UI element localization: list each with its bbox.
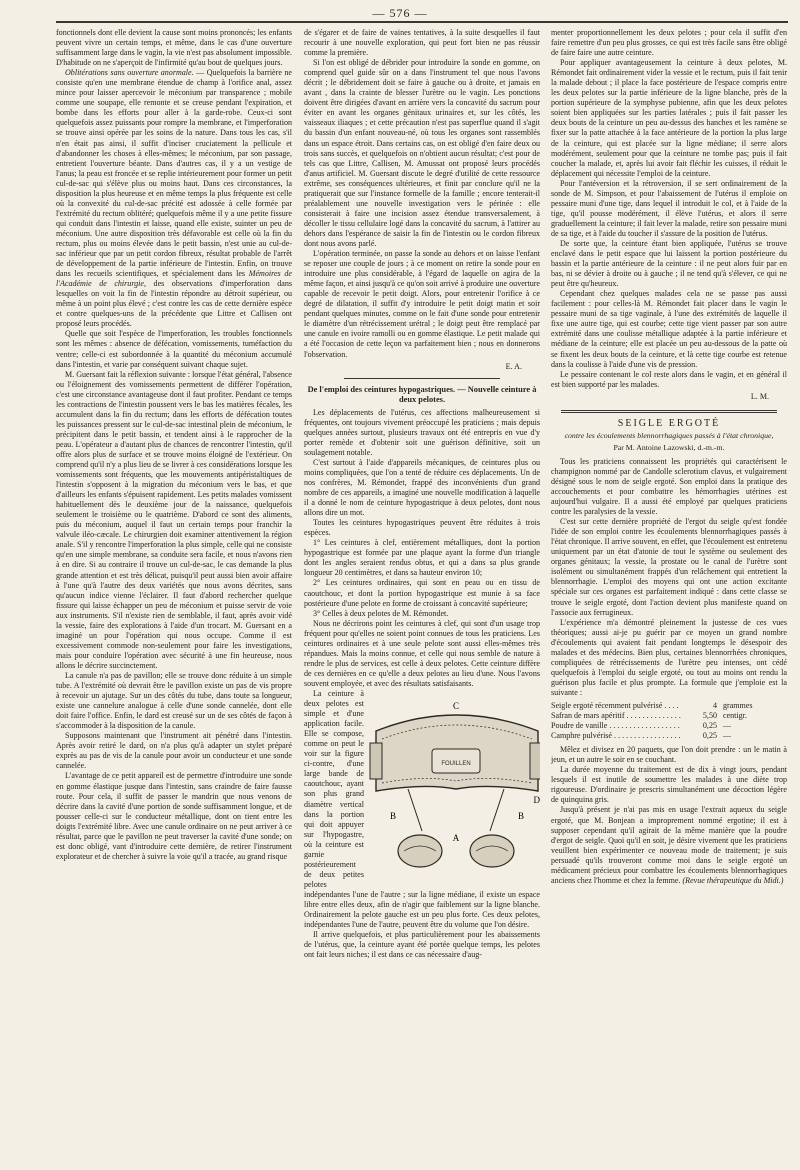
recipe-row [551, 701, 787, 711]
col2-paragraph-9: 3° Celles à deux pelotes de M. Rémondet. [313, 608, 449, 618]
col1-paragraph-2 [56, 68, 292, 329]
label-d: D [533, 795, 540, 805]
recipe-row [551, 711, 787, 721]
section-divider [344, 378, 500, 379]
seigle-article-author: Par M. Antoine Lazowski, d.-m.-m. [613, 442, 725, 452]
belt-illustration [368, 691, 540, 887]
recipe-ingredient: Seigle ergoté récemment pulvérisé . . . [551, 701, 681, 711]
col3-paragraph-7: Tous les praticiens connaissent les propriétés qui caractérisent le champignon nommé par de Candolle sclerotium clavus, et vulgairement désigné sous le nom de seigle ergoté. Son emploi dans la pratique des accouchements et pour combattre les hémorrhagies utérines est aujourd'hui vulgaire. Il a aussi été employé par quelques praticiens contre les paralysies de la vessie. [551, 456, 787, 517]
lower-straps [408, 789, 504, 831]
col1-paragraph-2-end: , des observations d'imperforation dans lesquelles on voit la fin de l'intestin répondre au détroit supérieur, ou même à un point plus élevé ; c'est contre les cas de cette dernière espèce et contre quelques-uns de la précédente que Littre et Callisen ont proposé leurs procédés. [56, 279, 292, 329]
col1-paragraph-6: Supposons maintenant que l'instrument ait pénétré dans l'intestin. Après avoir retiré le dard, on n'a plus qu'à adapter un stylet préparé exprès au pas de vis de la canule pour avoir un conducteur et une sonde cannelée. [56, 731, 292, 771]
recipe-list [551, 701, 787, 741]
column-1 [56, 28, 292, 1166]
col2-paragraph-3: L'opération terminée, on passe la sonde au dehors et on laisse l'enfant se reposer une couple de jours ; à ce moment on retire la sonde pour en introduire une plus considérable, à l'égard de laquelle on agira de la même façon, et ainsi jusqu'à ce qu'on soit arrivé à produire une ouverture capable de recevoir le petit doigt. Alors, pour entretenir l'orifice à ce degré de dilatation, il suffit d'y introduire le petit doigt matin et soir pendant quelques minutes, comme on le fait d'une sonde pour entretenir le diamètre d'un rétrécissement urétral ; le doigt peut être remplacé par une canule en ivoire ramolli ou en gomme élastique. Le petit malade qui a été l'occasion de cette leçon va parfaitement bien ; nous en donnerons l'observation. [304, 249, 540, 359]
col3-paragraph-3: Pour l'antéversion et la rétroversion, il se sert ordinairement de la sonde de M. Simpson, et pour l'abaissement de l'utérus il emploie on pessaire muni d'une tige, dans lequel il introduit le col, et à l'aide de la tige, qu'il pousse modérément, il élève l'utérus, et alors il serre graduellement la ceinture; il fait lever la malade, retire son pessaire muni de sa tige, et à l'aide du toucher il s'assure de la position de l'utérus. [551, 178, 787, 238]
recipe-quantity: 5,50 [702, 711, 717, 721]
col3-paragraph-9: L'expérience m'a démontré pleinement la justesse de ces vues théoriques; aussi ai-je pu guérir par ce moyen un grand nombre d'écoulements qui avaient fait pendant longtemps le désespoir des malades et des médecins. Bien plus, certaines blennorrhées chroniques, compliquées de rétrécissements de l'urètre peu intenses, ont cédé quelquefois à l'emploi du seigle ergoté, ou tout au moins ont rendu la guérison plus facile et plus prompte. La formule que j'emploie est la suivante : [551, 617, 787, 697]
col3-paragraph-12-text: Jusqu'à présent je n'ai pas mis en usage l'extrait aqueux du seigle ergoté, que M. Bonjean a improprement nommé ergotine; il est à supposer cependant qu'il agirait de la même manière que la poudre d'ergot de seigle. Quoi qu'il en soit, je désire vivement que les praticiens veuillent bien expérimenter ce nouveau mode de traitement; je suis persuadé qu'ils trouveront comme moi dans le seigle ergoté un médicament précieux pour combattre les écoulements blennorrhagiques anciens chez l'homme et chez la femme. [551, 805, 787, 885]
oblitération-heading: Oblitérations sans ouverture anormale. [65, 68, 194, 78]
col3-paragraph-2: Pour appliquer avantageusement la ceinture à deux pelotes, M. Rémondet fait ordinairement vider la vessie et le rectum, puis il fait tenir la malade debout ; il place la face postérieure de l'espace compris entre les deux pelotes sur la partie inférieure de la ligne blanche, près de la portion supérieure de la symphyse pubienne, afin que les deux pelotes soient bien appliquées sur les parties latérales ; puis il fait passer les deux bouts de la ceinture un peu au-dessus des hanches et les ramène se fixer sur la patte attachée à la face antérieure de la portion la plus large de la ceinture, qui est placée sur la ligne médiane; il serre alors modérément, seulement pour que la ceinture ne tombe pas; puis il fait coucher la malade, et, après lui avoir fait fléchir les cuisses, il réduit le déplacement qui nécessite l'emploi de la ceinture. [551, 58, 787, 178]
col2-paragraph-7: 1° Les ceintures à clef, entièrement métalliques, dont la portion hypogastrique est formée par une plaque ayant la forme d'un triangle dont les angles seraient rendus obtus, et qui a dans sa plus grande longueur 20 centimètres, et dans sa hauteur environ 10; [304, 538, 540, 578]
col1-paragraph-7: L'avantage de ce petit appareil est de permettre d'introduire une sonde en gomme élastique jusque dans l'intestin, sans craindre de faire fausse route. Pour cela, il suffit de passer le mandrin que nous venons de décrire dans la cavité d'une portion de sonde suffisamment longue, et de pousser celle-ci sur le conducteur métallique, dont on tient entre les doigts l'extrémité libre. Avec une canule ordinaire on ne peut arriver à ce résultat, parce que le pavillon ne peut traverser la cavité d'une sonde; on est donc obligé, vant d'introduire cette dernière, de retirer l'instrument explorateur et de chercher à suivre la voie qu'il a tracée, au grand risque [56, 771, 292, 861]
col2-paragraph-6: Toutes les ceintures hypogastriques peuvent être réduites à trois espèces. [304, 518, 540, 538]
column-3 [551, 28, 787, 1166]
recipe-unit: — [723, 721, 732, 731]
recipe-row [551, 731, 787, 741]
col3-paragraph-11: La durée moyenne du traitement est de dix à vingt jours, pendant lesquels il est inutile de soumettre les malades à une diète trop rigoureuse. D'ordinaire je prescris simultanément une décoction légère de quinquina gris. [551, 765, 787, 805]
label-b-right: B [518, 811, 525, 821]
col1-paragraph-2-text: — Quelquefois la barrière ne consiste qu'en une membrane étendue de champ à l'orifice anal, assez mince pour laisser apercevoir le méconium par transparence ; mobile comme une soupape, elle remonte et se creuse pendant l'expiration, et bombe dans les efforts pour aller à la garde-robe. Ceux-ci sont quelquefois assez puissants pour rompre la membrane, et l'imperforation se trouve ainsi opérée par les soins de la nature. Dans tous les cas, s'il n'en était pas ainsi, il suffit d'inciser cruciatement la pellicule et d'abandonner les choses à elles-mêmes; le méconium, par son passage, entretient l'ouverture béante. Dans d'autres cas, il y a un vestige de l'anus; la peau est froncée et se replie intérieurement pour former un petit cul-de-sac qui s'élève plus ou moins haut. Dans ces circonstances, la disposition la plus heureuse et en même temps la plus fréquente est celle où la convexité du cul-de-sac précité est adossée à celle formée par l'extrémité du rectum oblitéré; quelquefois même il y a une petite fissure qui conduit dans l'intestin et laisse, quand elle existe, suinter un peu de méconium. Une autre disposition très défavorable est celle où la fin du rectum, plus ou moins élevée dans le petit bassin, n'est unie au cul-de-sac inférieur que par un petit cordon fibreux, résultat probable de l'arrêt de développement de la partie inférieure de l'intestin. Enfin, on trouve dans les recueils scientifiques, et spécialement dans les [56, 68, 292, 279]
label-c: C [452, 701, 460, 711]
col2-paragraph-12: Il arrive quelquefois, et plus particulièrement pour les abaissements de l'utérus, que, la ceinture ayant été portée quelque temps, les pelotes ont fait leurs niches; il est dans ce cas nécessaire d'aug- [304, 930, 540, 960]
header-rule [56, 21, 788, 23]
col3-paragraph-4: De sorte que, la ceinture étant bien appliquée, l'utérus se trouve enclavé dans le petit espace que lui laissent la portion postérieure du bassin et la partie antérieure de la ceinture : il ne peut alors fuir par en bas, ni se dévier à droite ou à gauche ; il ne tend qu'à s'élever, ce qui ne peut être qu'heureux. [551, 238, 787, 289]
page-number: — 576 — [372, 6, 428, 20]
col2-paragraph-11: La ceinture à deux pelotes est simple et d'une application facile. Elle se compose, comme on peut le voir sur la figure ci-contre, d'une large bande de caoutchouc, ayant son plus grand diamètre vertical dans la portion qui doit appuyer sur l'hypogastre, où la ceinture est garnie postérieurement de deux petites pelotes indépendantes l'une de l'autre ; sur la ligne médiane, il existe un espace libre entre elles deux, afin de n'agir que faiblement sur la ligne blanche. Ordinairement la pelote gauche est un peu plus forte. Ces deux pelotes, indépendantes l'une de l'autre, peuvent être du volume que l'on désire. [304, 689, 540, 930]
col1-paragraph-4: M. Guersant fait la réflexion suivante : lorsque l'état général, l'absence ou l'éloignement des vomissements permettent de différer l'opération, c'est une circonstance avantageuse dont il faut profiter. Pendant ce temps les contractions de l'intestin poussent vers le bas les matières fécales, les accumulent dans la fin du rectum; dans les efforts de défécation toutes les puissances pressent sur le cul-de-sac intestinal plein de méconium, le précipitent dans le petit bassin, et tendent ainsi à le rapprocher de la peau. L'opérateur a d'autant plus de chances de rencontrer l'intestin, qu'il offre alors plus de surface et se trouve moins éloigné de l'extérieur. On comprend qu'il n'y a plus lieu de se livrer à ces considérations lorsque les vomissements sont fréquents, que les mouvements antipéristaltiques de l'intestin s'opposent à la migration du méconium vers le bas, et que d'ailleurs les enfants s'épuisent rapidement. Les petits malades vomissent habituellement dès le deuxième jour de la naissance, quelquefois seulement le troisième ou le quatrième. D'abord ce sont des aliments, puis du méconium, auquel il faut un certain temps pour franchir la valvule iléo-cæcale. Le chirurgien doit examiner attentivement la région anale. S'il y rencontre l'imperforation la plus simple, celle qui ne consiste qu'en une simple membrane, sa conduite sera facile, et nous n'avons rien à en dire. Si au contraire il trouve un cul-de-sac, le cas demande la plus grande attention et est très délicat, puisqu'il peut aussi bien avoir affaire à l'une qu'à l'autre des deux variétés que nous avons décrites, sans qu'aucun indice vienne l'éclairer. Il faut d'abord rechercher quelque fissure qui laisse échapper un peu de méconium et puisse servir de voie aux instruments. S'il n'existe rien de semblable, il faut, après avoir vidé la vessie, faire des explorations à l'aide d'un trocart. M. Guersant en a imaginé un pour l'opération qui nous occupe. Comme il est excessivement commode non-seulement pour faire les investigations, mais pour conduire l'opération avec sécurité à une fin heureuse, nous allons le décrire succinctement. [56, 369, 292, 670]
recipe-unit: — [723, 731, 732, 741]
seigle-article-title: SEIGLE ERGOTÉ [617, 417, 721, 429]
seigle-article-subtitle: contre les écoulements blennorrhagiques passés à l'état chronique, [564, 430, 774, 440]
col3-paragraph-1: menter proportionnellement les deux pelotes ; pour cela il suffit d'en faire remettre d'un peu plus grosses, ce qui est très facile sans être obligé de faire faire une autre ceinture. [551, 28, 787, 58]
label-b-left: B [390, 811, 397, 821]
recipe-ingredient: Poudre de vanille . . . [551, 721, 681, 731]
col3-paragraph-8: C'est sur cette dernière propriété de l'ergot du seigle qu'est fondée l'idée de son emploi contre les écoulements blennorrhagiques passés à l'état chronique. Il arrive souvent, en effet, que l'écoulement est entretenu uniquement par un état d'atonie de tout le système ou seulement des organes génitaux; la vessie, la prostate ou le canal de l'urètre sont isolément ou simultanément frappés d'un relâchement qui entretient la blennorrhagie. L'emploi des moyens qui ont une action excitante spéciale sur ces organes est parfaitement indiqué : dans cette classe se trouve le seigle ergoté, dont l'action devient plus manifeste quand on l'associe aux ferrugineux. [551, 517, 787, 617]
col2-paragraph-4: Les déplacements de l'utérus, ces affections malheureusement si fréquentes, ont toujours vivement préoccupé les praticiens ; mais depuis quelques années surtout, plusieurs travaux ont été entrepris en vue d'y porter remède et d'obtenir soit une guérison définitive, soit un soulagement notable. [304, 407, 540, 457]
col2-paragraph-8: 2° Les ceintures ordinaires, qui sont en peau ou en tissu de caoutchouc, et dont la portion hypogastrique est munie à sa face postérieure d'une pelote en forme de croissant à concavité supérieure; [304, 578, 540, 608]
label-a: A [452, 833, 460, 843]
ceinture-article-heading: De l'emploi des ceintures hypogastriques. — Nouvelle ceinture à deux pelotes. [307, 384, 537, 404]
ceinture-figure [368, 691, 540, 887]
academie-memoires-title: Mémoires de l'Académie de chirurgie [56, 269, 292, 289]
col2-paragraph-1: de s'égarer et de faire de vaines tentatives, à la suite desquelles il faut recourir à une nouvelle exploration, qui peut fort bien ne pas réussir comme la première. [304, 28, 540, 58]
col1-paragraph-1: fonctionnels dont elle devient la cause sont moins prononcés; les enfants peuvent vivre un certain temps, et même, dans le cas d'une ouverture suffisamment large dans le vagin, la vie n'est pas absolument impossible. D'habitude on ne s'aperçoit de l'infirmité qu'au bout de quelques jours. [56, 28, 292, 68]
recipe-row [551, 721, 787, 731]
signature-lm: L. M. [750, 391, 769, 401]
recipe-ingredient: Safran de mars apéritif . . . [551, 711, 681, 721]
ornamental-divider [561, 410, 777, 413]
col1-paragraph-5: La canule n'a pas de pavillon; elle se trouve donc réduite à un simple tube. A l'extrémité où devrait être le pavillon existe un pas de vis propre à recevoir un ajutage. Sur un des côtés du tube, dans toute sa longueur, existe une cannelure analogue à celle d'une sonde cannelée, dont elle doit faire l'office. Enfin, le dard est creusé sur un de ses côtés de façon à s'accommoder à la disposition de la canule. [56, 671, 292, 731]
col3-paragraph-10: Mêlez et divisez en 20 paquets, que l'on doit prendre : un le matin à jeun, et un autre le soir en se couchant. [551, 745, 787, 765]
recipe-unit: centigr. [723, 711, 747, 721]
column-2 [304, 28, 540, 1166]
source-citation: (Revue thérapeutique du Midi.) [682, 875, 784, 885]
recipe-quantity: 0,25 [702, 721, 717, 731]
recipe-ingredient: Camphre pulvérisé . . . [551, 731, 681, 741]
col2-paragraph-5: C'est surtout à l'aide d'appareils mécaniques, de ceintures plus ou moins compliquées, que l'on a tenté de réduire ces déplacements. Un de nos confrères, M. Rémondet, frappé des inconvénients d'un grand nombre de ces appareils, a imaginé une nouvelle modification à laquelle il a donné le nom de ceinture hypogastrique à deux pelotes, dont nous allons dire un mot. [304, 457, 540, 518]
recipe-quantity: 4 [712, 701, 717, 710]
col3-paragraph-12 [551, 805, 787, 885]
col3-paragraph-6: Le pessaire contenant le col reste alors dans le vagin, et en général il est bien supporté par les malades. [551, 369, 787, 389]
col2-paragraph-10: Nous ne décrirons point les ceintures à clef, qui sont d'un usage trop fréquent pour qu'elles ne soient point connues de tous les praticiens. Les ceintures ordinaires et à une seule pelote sont aussi elles-mêmes très répandues. Mais la moins connue, et celle qui nous semble de nature à rendre le plus de services, est celle à deux pelotes. Cette ceinture diffère de ces dernières en ce qu'elle a deux pelotes au lieu d'une. Nous l'avons souvent employée, et avec des résultats satisfaisants. [304, 618, 540, 688]
signature-ea: E. A. [505, 361, 522, 371]
maker-stamp: FOUILLEN [441, 761, 471, 767]
left-strap [370, 743, 382, 779]
col1-paragraph-3: Quelle que soit l'espèce de l'imperforation, les troubles fonctionnels sont les mêmes : absence de défécation, vomissements, tuméfaction du ventre; celle-ci est subordonnée à la quantité du méconium accumulé dans l'intestin, et varie par conséquent suivant chaque sujet. [56, 329, 292, 369]
recipe-unit: grammes [723, 701, 753, 710]
col2-paragraph-2: Si l'on est obligé de débrider pour introduire la sonde en gomme, on comprend quel guide sûr on a dans l'instrument tel que nous l'avons décrit ; le débridement doit se faire à gauche ou à droite, et jamais en avant , dans la crainte de blesser l'urètre ou le vagin. Les ponctions doivent être dirigées d'avant en arrière vers la concavité du sacrum pour éviter en avant les organes génitaux urinaires et, sur les côtés, les vaisseaux iliaques ; et cette précaution n'est pas superflue quand il s'agit du bassin d'un enfant nouveau-né, où tous les organes sont rassemblés dans un espace étroit. Dans certains cas, on est obligé d'en faire deux ou trois sans succès, et quelquefois on n'obtient aucun résultat; c'est pour de tels cas que Littre, Callisen, M. Amussat ont proposé leurs procédés d'anus artificiel. M. Guersant discute le degré d'utilité de cette ressource extrême, ses conséquences ultérieures, et finit par conclure qu'il ne la pratiquerait que sur l'instance formelle de la famille ; encore tenterait-il préalablement une nouvelle investigation vers le périnée : elle consisterait à faire une incision assez étendue transversalement, à décoller le tissu cellulaire logé dans la concavité du sacrum, à l'attirer au dehors dans l'espérance de saisir la fin de l'intestin ou le cordon fibreux dont nous avons parlé. [304, 58, 540, 248]
right-strap [530, 743, 540, 779]
recipe-quantity: 0,25 [702, 731, 717, 741]
col3-paragraph-5: Cependant chez quelques malades cela ne se passe pas aussi facilement : pour celles-là M. Rémondet fait placer dans le vagin le pessaire muni de sa tige vaginale, à l'une des extrémités de laquelle il fixe une autre tige, qui est courbe; cette tige vient passer par son autre extrémité dans une coulisse métallique adaptée à la partie inférieure et médiane de la ceinture; elle est placée un peu au-dessous de la patte où se fixent les deux bouts de la ceinture, et là cette tige courbe est retenue dans la coulisse à l'aide d'une vis de pression. [551, 289, 787, 369]
